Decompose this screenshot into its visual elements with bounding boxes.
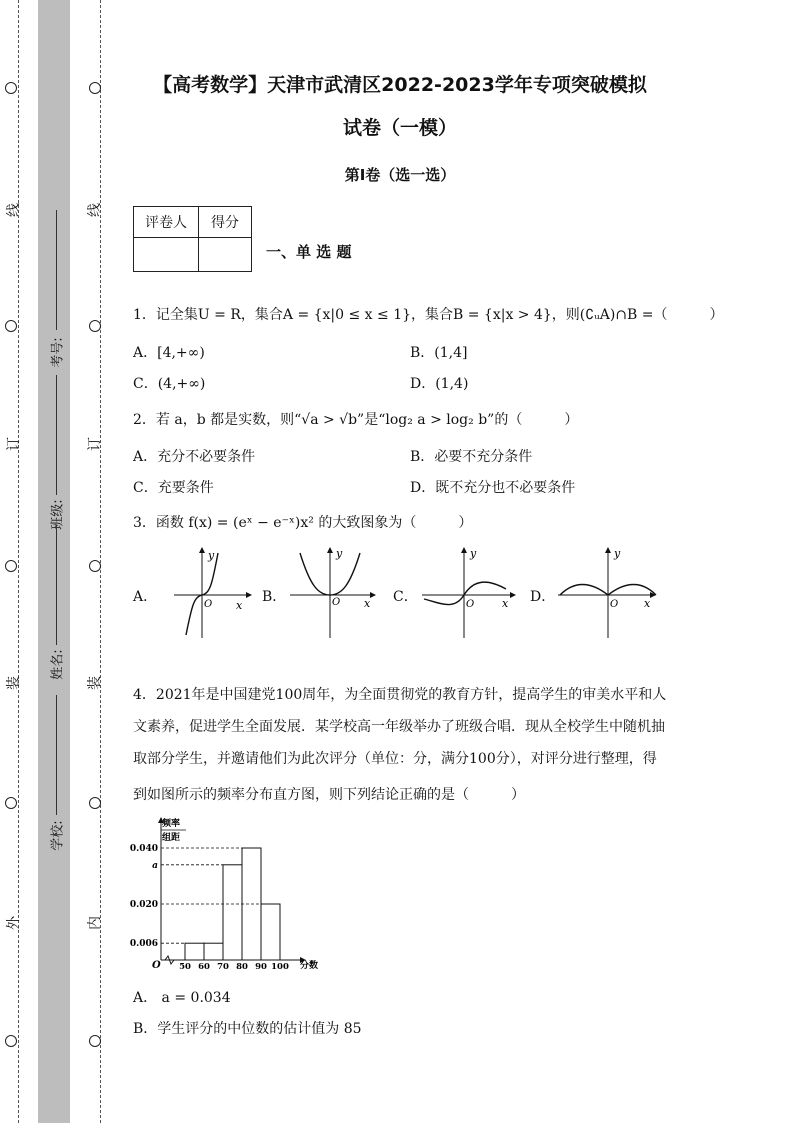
question-1-stem: 1．记全集U = R，集合A = {x|0 ≤ x ≤ 1}，集合B = {x|x > 4}，则(∁ᵤA)∩B =（ ） (133, 307, 724, 323)
binding-hole (89, 1035, 101, 1047)
exam-number-line (56, 210, 57, 330)
q3-graph-d-o: O (610, 599, 619, 610)
q3-graph-a-x: x (236, 599, 243, 612)
q3-graph-c-y: y (470, 547, 477, 560)
q4-option-b: B．学生评分的中位数的估计值为 85 (133, 1021, 362, 1037)
binding-strip (38, 0, 70, 1123)
class-label: 班级: (50, 499, 66, 530)
q2-option-b: B．必要不充分条件 (410, 449, 533, 465)
margin-char-inner: 内 (87, 916, 103, 930)
question-4-line-1: 4．2021年是中国建党100周年，为全面贯彻党的教育方针，提高学生的审美水平和人 (133, 687, 667, 703)
q4-option-a: A． a = 0.034 (133, 990, 231, 1006)
histogram-bar (185, 943, 204, 960)
binding-hole (5, 1035, 17, 1047)
histogram-bar (261, 904, 280, 960)
q3-label-d: D． (530, 589, 556, 605)
q1-option-c: C．(4,+∞) (133, 376, 206, 392)
q1-option-d: D．(1,4) (410, 376, 469, 392)
grader-cell: 评卷人 (134, 207, 199, 238)
histogram-y-tick-label: a (152, 860, 158, 871)
histogram-ylabel-top: 频率 (162, 819, 181, 829)
histogram-y-tick-label: 0.006 (129, 939, 158, 950)
histogram-bar (204, 943, 223, 960)
histogram-y-tick-label: 0.020 (129, 900, 158, 910)
q1-option-b: B．(1,4] (410, 345, 468, 361)
name-line (56, 525, 57, 645)
histogram-x-tick-label: 70 (217, 962, 229, 972)
margin-char-outer: 装 (6, 676, 22, 690)
question-3-stem: 3．函数 f(x) = (eˣ − e⁻ˣ)x² 的大致图象为（ ） (133, 515, 473, 531)
q3-graph-a-y: y (208, 549, 215, 562)
q3-graph-b-o: O (332, 597, 341, 608)
q3-graph-a-o: O (204, 599, 213, 610)
q3-graph-d (556, 545, 660, 640)
binding-hole (5, 560, 17, 572)
q2-option-a: A．充分不必要条件 (133, 449, 256, 465)
histogram-x-tick-label: 50 (179, 962, 191, 972)
q3-label-c: C． (393, 589, 418, 605)
q3-label-b: B． (262, 589, 287, 605)
score-blank (199, 238, 252, 272)
q2-option-c: C．充要条件 (133, 480, 214, 496)
histogram-x-tick-label: 90 (255, 962, 267, 972)
school-label: 学校: (50, 820, 66, 851)
binding-hole (89, 797, 101, 809)
binding-hole (5, 797, 17, 809)
question-4-line-2: 文素养，促进学生全面发展．某学校高一年级举办了班级合唱．现从全校学生中随机抽 (133, 719, 665, 735)
question-2-stem: 2．若 a，b 都是实数，则“√a > √b”是“log₂ a > log₂ b”的（ ） (133, 412, 579, 428)
volume-heading: 第I卷（选一选） (344, 166, 456, 184)
score-table (133, 206, 252, 272)
outer-cut-line (18, 0, 19, 1123)
histogram-ylabel-bottom: 组距 (162, 833, 181, 843)
name-label: 姓名: (50, 649, 66, 680)
class-line (56, 375, 57, 495)
q3-graph-c-o: O (466, 599, 475, 610)
q3-graph-c (420, 545, 518, 640)
page-title: 【高考数学】天津市武清区2022-2023学年专项突破模拟 (153, 74, 647, 96)
histogram-xlabel: 分数 (300, 961, 319, 971)
q3-graph-b-y: y (336, 547, 343, 560)
binding-hole (5, 82, 17, 94)
exam-number-label: 考号: (50, 337, 66, 368)
histogram-y-tick-label: 0.040 (129, 844, 158, 854)
q3-graph-a (172, 545, 254, 640)
histogram-x-tick-label: 80 (236, 962, 248, 972)
q2-option-d: D．既不充分也不必要条件 (410, 480, 576, 496)
binding-hole (89, 82, 101, 94)
inner-cut-line (100, 0, 101, 1123)
score-cell: 得分 (199, 207, 252, 238)
q3-graph-d-x: x (644, 597, 651, 610)
page-title-line2: 试卷（一模） (342, 117, 457, 139)
grader-blank (134, 238, 199, 272)
margin-char-outer: 订 (6, 437, 22, 451)
histogram-x-tick-label: 100 (271, 962, 289, 972)
binding-hole (89, 320, 101, 332)
binding-hole (89, 560, 101, 572)
question-4-line-3: 取部分学生，并邀请他们为此次评分（单位：分，满分100分），对评分进行整理，得 (133, 751, 657, 767)
margin-char-outer: 外 (6, 916, 22, 930)
frequency-histogram (128, 812, 328, 977)
margin-char-inner: 装 (87, 676, 103, 690)
q3-graph-b-x: x (364, 597, 371, 610)
margin-char-inner: 订 (87, 437, 103, 451)
q3-graph-c-x: x (502, 597, 509, 610)
histogram-bar (223, 865, 242, 960)
q3-graph-d-y: y (614, 547, 621, 560)
margin-char-outer: 线 (6, 203, 22, 217)
question-4-line-4: 到如图所示的频率分布直方图，则下列结论正确的是（ ） (133, 787, 525, 803)
school-line (56, 695, 57, 815)
histogram-origin: O (152, 960, 161, 971)
q1-option-a: A．[4,+∞) (133, 345, 205, 361)
histogram-x-tick-label: 60 (198, 962, 210, 972)
binding-hole (5, 320, 17, 332)
q3-graph-b (288, 545, 378, 640)
q3-label-a: A． (133, 589, 158, 605)
section-heading: 一、单 选 题 (266, 243, 352, 261)
margin-char-inner: 线 (87, 203, 103, 217)
